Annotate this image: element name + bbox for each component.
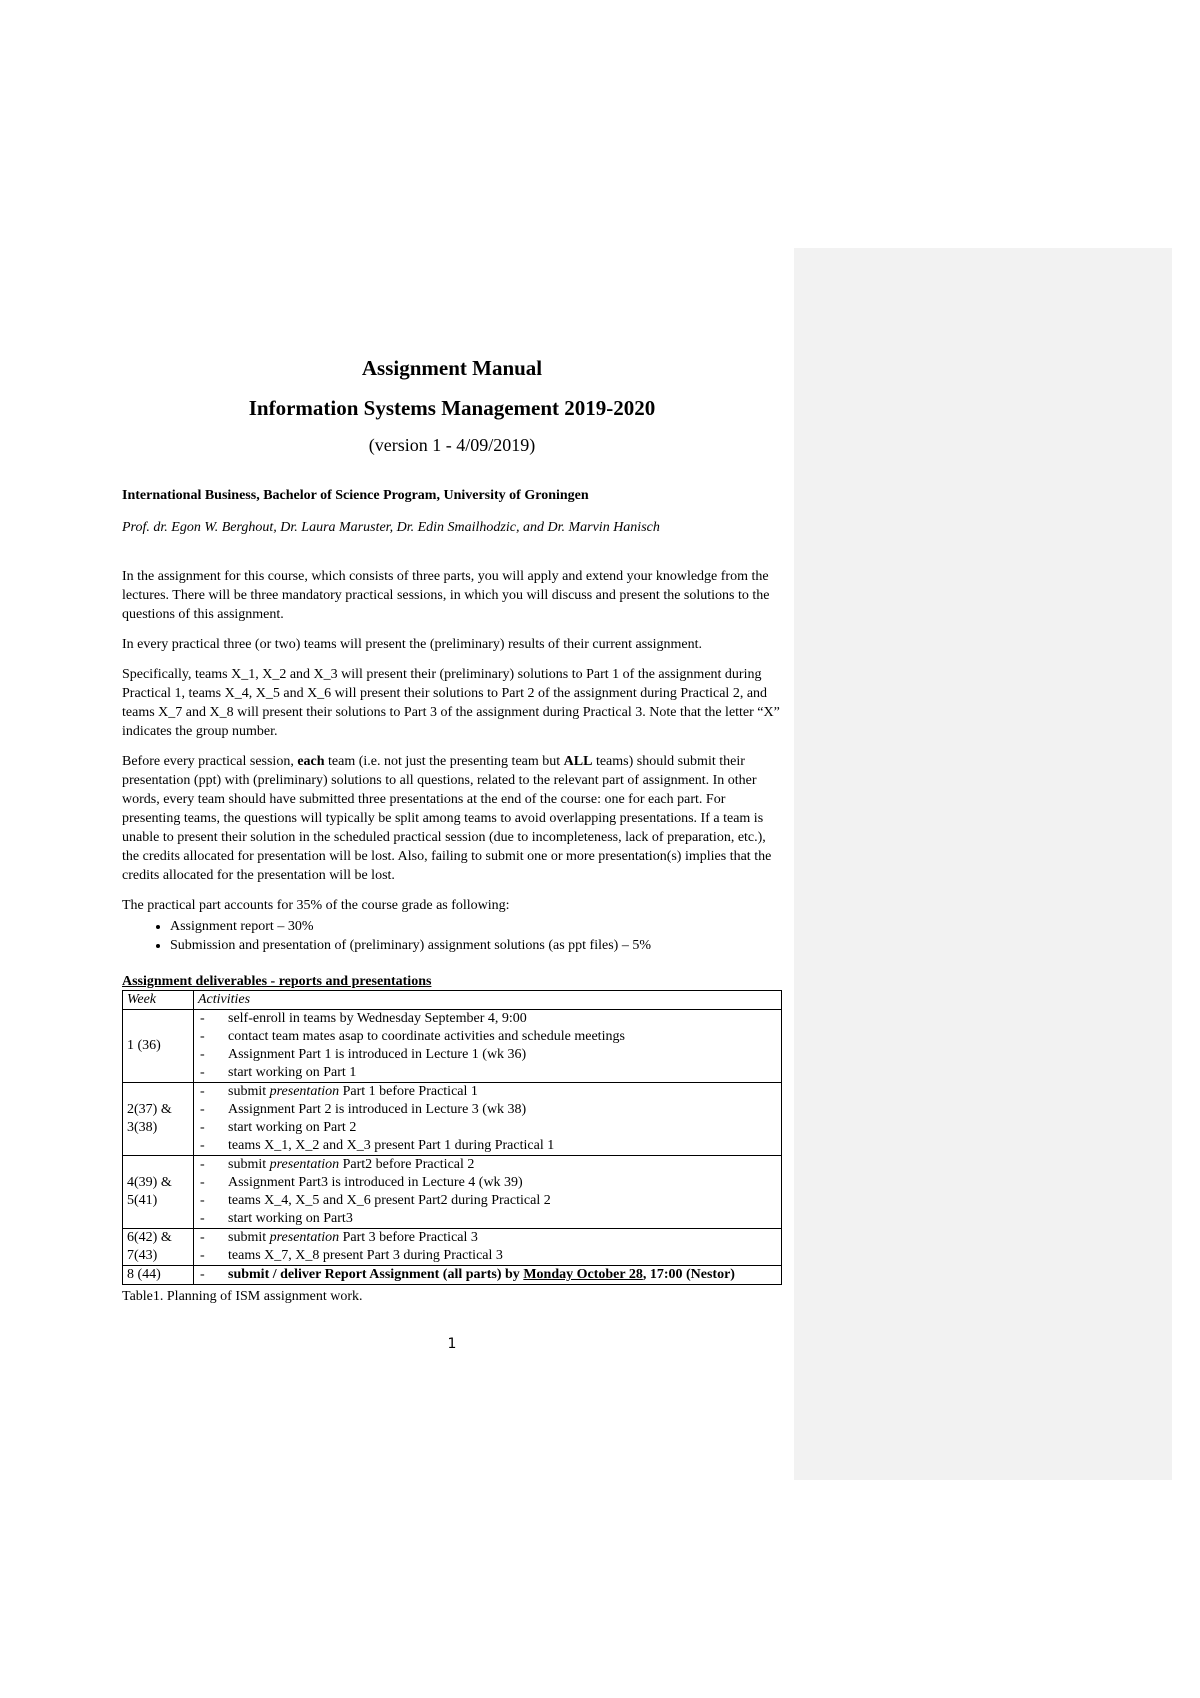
dash-marker: - bbox=[200, 1248, 205, 1263]
column-header-activities: Activities bbox=[194, 991, 782, 1010]
list-item: • Assignment report – 30% bbox=[170, 917, 782, 936]
week-cell: 2(37) & 3(38) bbox=[123, 1083, 194, 1156]
activities-cell bbox=[194, 1083, 782, 1156]
submission-text-c: team (i.e. not just the presenting team but bbox=[324, 754, 564, 769]
week-cell: 1 (36) bbox=[123, 1010, 194, 1083]
dash-marker: - bbox=[200, 1029, 205, 1044]
submission-text-e: teams) should submit their presentation (ppt) with (preliminary) solutions to all questions, related to the relevant part of assignment. In other words, every team should have submitted three presentations at the end of the course: one for each part. For presenting teams, the questions will typically be split among teams to avoid overlapping presentations. If a team is unable to present their solution in the scheduled practical session (due to incompleteness, lack of preparation, etc.), the credits allocated for presentation will be lost. Also, failing to submit one or more presentation(s) implies that the credits allocated for the presentation will be lost. bbox=[122, 754, 772, 883]
activity-text: submit / deliver Report Assignment (all parts) by Monday October 28, 17:00 (Nestor) bbox=[228, 1267, 735, 1282]
document-page bbox=[122, 355, 782, 1352]
activity-item bbox=[198, 1192, 777, 1210]
activity-item bbox=[198, 1229, 777, 1247]
week-cell: 4(39) & 5(41) bbox=[123, 1156, 194, 1229]
grade-list bbox=[122, 917, 782, 955]
activities-cell bbox=[194, 1266, 782, 1285]
emphasis-text: presentation bbox=[269, 1084, 340, 1099]
practical-paragraph: In every practical three (or two) teams will present the (preliminary) results of their current assignment. bbox=[122, 637, 703, 652]
activity-text: teams X_7, X_8 present Part 3 during Practical 3 bbox=[228, 1248, 503, 1263]
activity-item bbox=[198, 1174, 777, 1192]
activity-item bbox=[198, 1156, 777, 1174]
dash-marker: - bbox=[200, 1230, 205, 1245]
deliverables-table-body bbox=[123, 1010, 782, 1285]
table-row bbox=[123, 1266, 782, 1285]
activity-text: Assignment Part3 is introduced in Lecture 4 (wk 39) bbox=[228, 1175, 523, 1190]
list-item: • Submission and presentation of (preliminary) assignment solutions (as ppt files) – 5% bbox=[170, 936, 782, 955]
teams-paragraph: Specifically, teams X_1, X_2 and X_3 will present their (preliminary) solutions to Part 1 of the assignment during Practical 1, teams X_4, X_5 and X_6 will present their solutions to Part 2 of the assignment during Practical 2, and teams X_7 and X_8 will present their solutions to Part 3 of the assignment during Practical 3. Note that the letter “X” indicates the group number. bbox=[122, 667, 780, 739]
activity-item bbox=[198, 1119, 777, 1137]
document-subtitle: Information Systems Management 2019-2020 bbox=[248, 396, 656, 420]
grade-paragraph: The practical part accounts for 35% of the course grade as following: bbox=[122, 898, 510, 913]
activity-text: submit presentation Part2 before Practical 2 bbox=[228, 1157, 475, 1172]
dash-marker: - bbox=[200, 1193, 205, 1208]
dash-marker: - bbox=[200, 1267, 205, 1282]
dash-marker: - bbox=[200, 1102, 205, 1117]
activities-cell bbox=[194, 1229, 782, 1266]
submission-each: each bbox=[297, 754, 325, 769]
activity-text: teams X_1, X_2 and X_3 present Part 1 during Practical 1 bbox=[228, 1138, 555, 1153]
dash-marker: - bbox=[200, 1084, 205, 1099]
table-header-row bbox=[123, 991, 782, 1010]
column-header-week: Week bbox=[123, 991, 194, 1010]
activity-text: self-enroll in teams by Wednesday September 4, 9:00 bbox=[228, 1011, 527, 1026]
activity-text: start working on Part3 bbox=[228, 1211, 353, 1226]
activity-text: teams X_4, X_5 and X_6 present Part2 during Practical 2 bbox=[228, 1193, 551, 1208]
submission-paragraph bbox=[122, 752, 782, 885]
activity-item bbox=[198, 1137, 777, 1155]
page-number: 1 bbox=[447, 1336, 457, 1352]
table-row bbox=[123, 1156, 782, 1229]
week-cell: 6(42) & 7(43) bbox=[123, 1229, 194, 1266]
dash-marker: - bbox=[200, 1011, 205, 1026]
dash-marker: - bbox=[200, 1211, 205, 1226]
table-row bbox=[123, 1083, 782, 1156]
activity-text: submit presentation Part 3 before Practical 3 bbox=[228, 1230, 478, 1245]
deliverables-heading: Assignment deliverables - reports and presentations bbox=[122, 974, 432, 989]
activity-item bbox=[198, 1028, 777, 1046]
dash-marker: - bbox=[200, 1047, 205, 1062]
activity-text: submit presentation Part 1 before Practical 1 bbox=[228, 1084, 478, 1099]
intro-paragraph: In the assignment for this course, which consists of three parts, you will apply and extend your knowledge from the lectures. There will be three mandatory practical sessions, in which you will discuss and present the solutions to the questions of this assignment. bbox=[122, 569, 770, 622]
document-title: Assignment Manual bbox=[361, 356, 543, 380]
activity-item bbox=[198, 1083, 777, 1101]
activity-item bbox=[198, 1210, 777, 1228]
emphasis-text: presentation bbox=[269, 1157, 340, 1172]
week-cell: 8 (44) bbox=[123, 1266, 194, 1285]
activity-item bbox=[198, 1101, 777, 1119]
activity-text: start working on Part 2 bbox=[228, 1120, 357, 1135]
deliverables-table bbox=[122, 990, 782, 1285]
activity-item bbox=[198, 1064, 777, 1082]
activity-item bbox=[198, 1010, 777, 1028]
activity-text: contact team mates asap to coordinate activities and schedule meetings bbox=[228, 1029, 625, 1044]
submission-all: ALL bbox=[563, 754, 593, 769]
activity-item bbox=[198, 1046, 777, 1064]
table-row bbox=[123, 1010, 782, 1083]
dash-marker: - bbox=[200, 1157, 205, 1172]
activity-item bbox=[198, 1266, 777, 1284]
deadline-date: Monday October 28 bbox=[523, 1267, 643, 1282]
comment-pane bbox=[794, 248, 1172, 1480]
dash-marker: - bbox=[200, 1065, 205, 1080]
dash-marker: - bbox=[200, 1138, 205, 1153]
activity-text: Assignment Part 1 is introduced in Lecture 1 (wk 36) bbox=[228, 1047, 527, 1062]
submission-text-a: Before every practical session, bbox=[122, 754, 298, 769]
dash-marker: - bbox=[200, 1120, 205, 1135]
activities-cell bbox=[194, 1010, 782, 1083]
program-line: International Business, Bachelor of Science Program, University of Groningen bbox=[122, 488, 589, 503]
activity-text: start working on Part 1 bbox=[228, 1065, 357, 1080]
table-caption: Table1. Planning of ISM assignment work. bbox=[122, 1289, 363, 1304]
document-version: (version 1 - 4/09/2019) bbox=[368, 435, 536, 455]
activity-item bbox=[198, 1247, 777, 1265]
table-row bbox=[123, 1229, 782, 1266]
emphasis-text: presentation bbox=[269, 1230, 340, 1245]
activity-text: Assignment Part 2 is introduced in Lecture 3 (wk 38) bbox=[228, 1102, 527, 1117]
dash-marker: - bbox=[200, 1175, 205, 1190]
authors-line: Prof. dr. Egon W. Berghout, Dr. Laura Maruster, Dr. Edin Smailhodzic, and Dr. Marvin Hanisch bbox=[122, 520, 660, 535]
activities-cell bbox=[194, 1156, 782, 1229]
